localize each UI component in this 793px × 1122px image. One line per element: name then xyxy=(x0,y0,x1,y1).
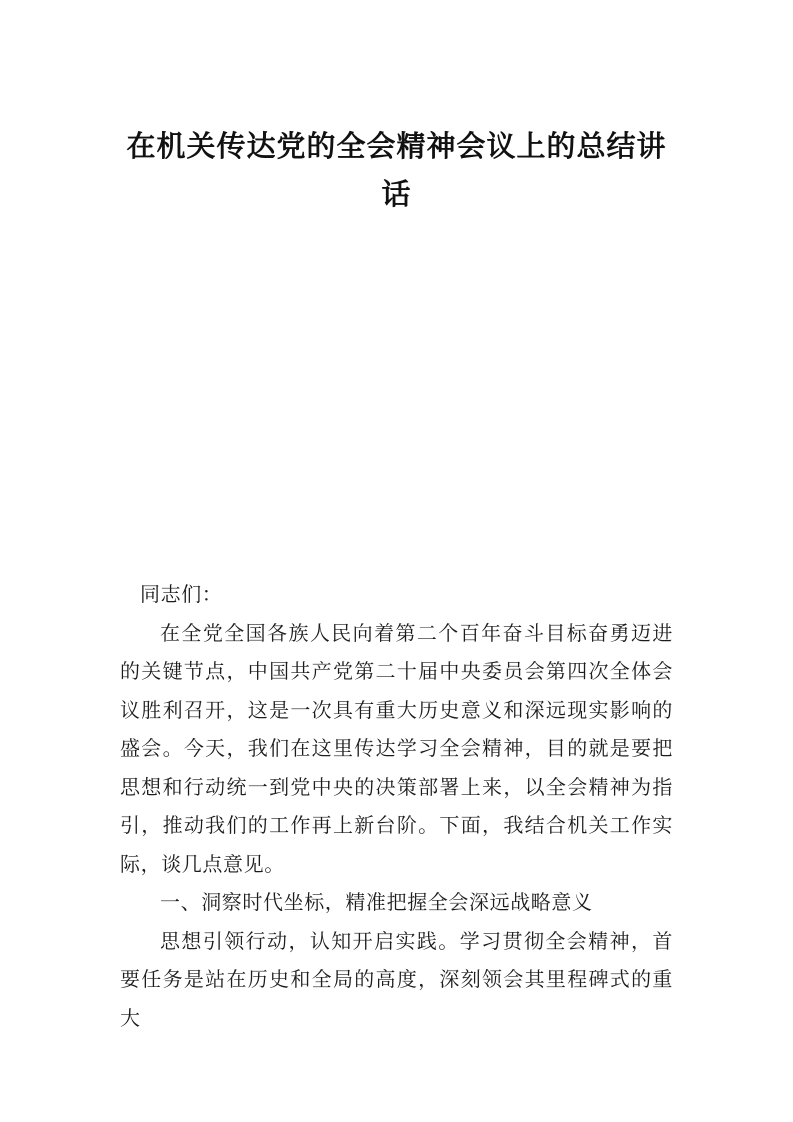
body-paragraph: 在全党全国各族人民向着第二个百年奋斗目标奋勇迈进的关键节点，中国共产党第二十届中央委员会第四次全体会议胜利召开，这是一次具有重大历史意义和深远现实影响的盛会。今天，我们在这里传达学习全会精神，目的就是要把思想和行动统一到党中央的决策部署上来，以全会精神为指引，推动我们的工作再上新台阶。下面，我结合机关工作实际，谈几点意见。 xyxy=(120,620,673,876)
section-heading: 一、洞察时代坐标，精准把握全会深远战略意义 xyxy=(160,890,593,914)
document-body xyxy=(120,575,673,1037)
document-title: 在机关传达党的全会精神会议上的总结讲话 xyxy=(126,129,667,211)
body-paragraph: 思想引领行动，认知开启实践。学习贯彻全会精神，首要任务是站在历史和全局的高度，深刻领会其里程碑式的重大 xyxy=(120,928,673,1030)
greeting-line: 同志们： xyxy=(140,582,223,606)
